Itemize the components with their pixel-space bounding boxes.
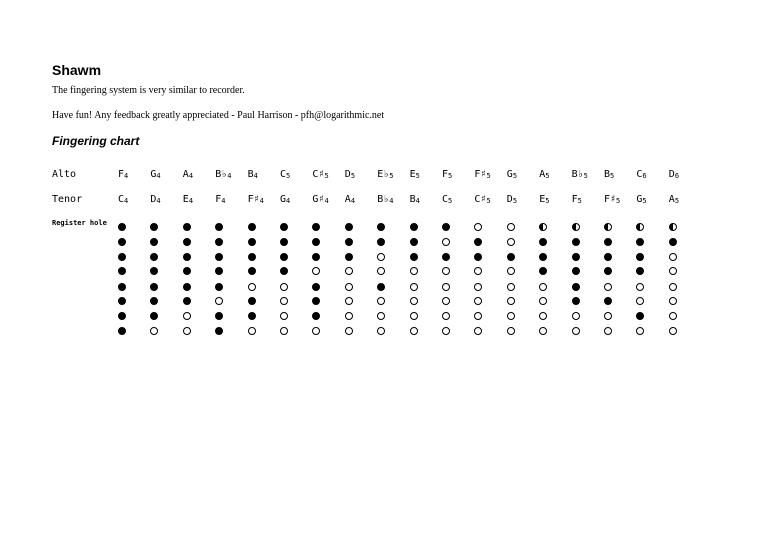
closed-hole-icon: [636, 312, 644, 320]
closed-hole-icon: [345, 253, 353, 261]
alto-note-name: E♭: [377, 169, 390, 180]
closed-hole-icon: [248, 267, 256, 275]
half-hole-icon: [636, 223, 644, 231]
alto-note-octave: 5: [448, 172, 453, 180]
open-hole-icon: [507, 267, 515, 275]
tenor-note-octave: 4: [156, 197, 161, 205]
open-hole-icon: [669, 312, 677, 320]
closed-hole-icon: [377, 223, 385, 231]
open-hole-icon: [474, 312, 482, 320]
open-hole-icon: [572, 312, 580, 320]
tenor-note-name: F♯: [247, 194, 260, 205]
open-hole-icon: [410, 312, 418, 320]
closed-hole-icon: [572, 283, 580, 291]
open-hole-icon: [377, 312, 385, 320]
chart-heading: Fingering chart: [52, 134, 140, 148]
closed-hole-icon: [312, 312, 320, 320]
open-hole-icon: [312, 327, 320, 335]
closed-hole-icon: [150, 223, 158, 231]
alto-note-octave: 4: [156, 172, 161, 180]
closed-hole-icon: [280, 223, 288, 231]
tenor-note: [248, 194, 264, 205]
tenor-note: [118, 194, 128, 205]
closed-hole-icon: [183, 238, 191, 246]
closed-hole-icon: [572, 297, 580, 305]
tenor-note-octave: 4: [124, 197, 129, 205]
open-hole-icon: [507, 297, 515, 305]
closed-hole-icon: [636, 267, 644, 275]
closed-hole-icon: [215, 253, 223, 261]
tenor-note-name: D: [150, 194, 157, 205]
alto-note-octave: 5: [583, 172, 588, 180]
open-hole-icon: [280, 297, 288, 305]
open-hole-icon: [410, 327, 418, 335]
alto-note: [604, 169, 614, 180]
open-hole-icon: [539, 327, 547, 335]
closed-hole-icon: [215, 312, 223, 320]
closed-hole-icon: [377, 283, 385, 291]
tenor-note: [636, 194, 646, 205]
register-hole-label: Register hole: [52, 219, 107, 227]
open-hole-icon: [636, 283, 644, 291]
half-hole-icon: [539, 223, 547, 231]
closed-hole-icon: [636, 253, 644, 261]
closed-hole-icon: [345, 238, 353, 246]
tenor-note-name: E: [182, 194, 189, 205]
alto-note: [377, 169, 393, 180]
closed-hole-icon: [507, 253, 515, 261]
tenor-note-octave: 5: [616, 197, 621, 205]
closed-hole-icon: [215, 283, 223, 291]
open-hole-icon: [345, 267, 353, 275]
page-title: Shawm: [52, 62, 102, 78]
closed-hole-icon: [248, 297, 256, 305]
tenor-note: [215, 194, 225, 205]
closed-hole-icon: [183, 223, 191, 231]
open-hole-icon: [474, 327, 482, 335]
alto-note-name: B♭: [571, 169, 584, 180]
closed-hole-icon: [248, 238, 256, 246]
alto-note-name: F: [442, 169, 449, 180]
tenor-note-name: C♯: [474, 194, 487, 205]
alto-note-name: C: [280, 169, 287, 180]
open-hole-icon: [669, 283, 677, 291]
open-hole-icon: [215, 297, 223, 305]
closed-hole-icon: [183, 253, 191, 261]
alto-row-label: Alto: [52, 169, 77, 180]
closed-hole-icon: [118, 267, 126, 275]
closed-hole-icon: [118, 283, 126, 291]
tenor-note-name: G: [280, 194, 287, 205]
open-hole-icon: [669, 267, 677, 275]
closed-hole-icon: [669, 238, 677, 246]
tenor-note-octave: 4: [415, 197, 420, 205]
half-hole-icon: [604, 223, 612, 231]
closed-hole-icon: [183, 283, 191, 291]
tenor-note-name: G: [636, 194, 643, 205]
tenor-note-octave: 4: [259, 197, 264, 205]
alto-note: [118, 169, 128, 180]
open-hole-icon: [604, 327, 612, 335]
tenor-note: [280, 194, 290, 205]
open-hole-icon: [345, 297, 353, 305]
tenor-note-octave: 5: [545, 197, 550, 205]
alto-note: [572, 169, 588, 180]
tenor-note: [604, 194, 620, 205]
alto-note-octave: 5: [486, 172, 491, 180]
open-hole-icon: [280, 327, 288, 335]
alto-note-name: D: [668, 169, 675, 180]
open-hole-icon: [377, 297, 385, 305]
alto-note: [442, 169, 452, 180]
open-hole-icon: [442, 267, 450, 275]
open-hole-icon: [377, 253, 385, 261]
closed-hole-icon: [377, 238, 385, 246]
tenor-note-octave: 5: [642, 197, 647, 205]
closed-hole-icon: [118, 223, 126, 231]
open-hole-icon: [507, 238, 515, 246]
alto-note-name: E: [409, 169, 416, 180]
alto-note-octave: 4: [124, 172, 129, 180]
closed-hole-icon: [118, 253, 126, 261]
open-hole-icon: [474, 297, 482, 305]
alto-note: [669, 169, 679, 180]
tenor-note-octave: 4: [350, 197, 356, 205]
tenor-note-name: G♯: [312, 194, 325, 205]
open-hole-icon: [669, 327, 677, 335]
tenor-note: [539, 194, 549, 205]
alto-note: [215, 169, 231, 180]
tenor-note-name: B♭: [377, 194, 390, 205]
open-hole-icon: [539, 283, 547, 291]
tenor-note-name: E: [539, 194, 546, 205]
open-hole-icon: [669, 253, 677, 261]
closed-hole-icon: [312, 283, 320, 291]
closed-hole-icon: [604, 297, 612, 305]
open-hole-icon: [280, 312, 288, 320]
closed-hole-icon: [118, 238, 126, 246]
alto-note-octave: 5: [512, 172, 518, 180]
open-hole-icon: [248, 283, 256, 291]
closed-hole-icon: [572, 238, 580, 246]
closed-hole-icon: [474, 253, 482, 261]
open-hole-icon: [636, 327, 644, 335]
alto-note-name: A: [182, 169, 189, 180]
open-hole-icon: [507, 312, 515, 320]
open-hole-icon: [604, 283, 612, 291]
tenor-note-name: C: [442, 194, 449, 205]
closed-hole-icon: [539, 238, 547, 246]
closed-hole-icon: [150, 253, 158, 261]
open-hole-icon: [507, 223, 515, 231]
open-hole-icon: [248, 327, 256, 335]
alto-note-octave: 4: [227, 172, 232, 180]
tenor-note: [669, 194, 679, 205]
closed-hole-icon: [312, 297, 320, 305]
tenor-note-octave: 5: [674, 197, 680, 205]
open-hole-icon: [183, 312, 191, 320]
alto-note: [248, 169, 258, 180]
alto-note-name: C♯: [312, 169, 325, 180]
alto-note-octave: 5: [415, 172, 420, 180]
alto-note-name: B♭: [215, 169, 228, 180]
alto-note-name: B: [604, 169, 611, 180]
closed-hole-icon: [118, 297, 126, 305]
tenor-note-name: F♯: [604, 194, 617, 205]
tenor-note: [183, 194, 193, 205]
alto-note: [183, 169, 193, 180]
closed-hole-icon: [248, 312, 256, 320]
half-hole-icon: [669, 223, 677, 231]
open-hole-icon: [410, 267, 418, 275]
tenor-note: [345, 194, 355, 205]
tenor-note: [507, 194, 517, 205]
closed-hole-icon: [248, 223, 256, 231]
alto-note-name: D: [344, 169, 351, 180]
closed-hole-icon: [215, 223, 223, 231]
alto-note-name: G: [506, 169, 513, 180]
closed-hole-icon: [442, 253, 450, 261]
alto-note-octave: 5: [545, 172, 550, 180]
tenor-note-octave: 5: [577, 197, 582, 205]
open-hole-icon: [474, 223, 482, 231]
tenor-note-name: D: [506, 194, 513, 205]
alto-note-name: G: [150, 169, 157, 180]
closed-hole-icon: [572, 267, 580, 275]
alto-note-name: F: [118, 169, 125, 180]
tenor-note: [474, 194, 490, 205]
closed-hole-icon: [150, 283, 158, 291]
open-hole-icon: [377, 327, 385, 335]
closed-hole-icon: [215, 327, 223, 335]
alto-note-octave: 5: [389, 172, 394, 180]
closed-hole-icon: [280, 238, 288, 246]
tenor-note: [312, 194, 328, 205]
alto-note-name: B: [247, 169, 254, 180]
open-hole-icon: [572, 327, 580, 335]
open-hole-icon: [442, 312, 450, 320]
tenor-note-name: C: [118, 194, 125, 205]
open-hole-icon: [345, 283, 353, 291]
alto-note-octave: 5: [324, 172, 329, 180]
alto-note: [280, 169, 290, 180]
open-hole-icon: [669, 297, 677, 305]
open-hole-icon: [442, 327, 450, 335]
tenor-row-label: Tenor: [52, 194, 83, 205]
alto-note-octave: 6: [642, 172, 647, 180]
alto-note: [636, 169, 646, 180]
alto-note: [474, 169, 490, 180]
closed-hole-icon: [150, 267, 158, 275]
alto-note: [410, 169, 420, 180]
alto-note-name: C: [636, 169, 643, 180]
closed-hole-icon: [150, 238, 158, 246]
closed-hole-icon: [604, 238, 612, 246]
closed-hole-icon: [248, 253, 256, 261]
tenor-note-name: A: [668, 194, 675, 205]
closed-hole-icon: [410, 238, 418, 246]
open-hole-icon: [312, 267, 320, 275]
alto-note-octave: 5: [350, 172, 356, 180]
closed-hole-icon: [118, 312, 126, 320]
alto-note: [312, 169, 328, 180]
alto-note-octave: 5: [286, 172, 291, 180]
open-hole-icon: [474, 267, 482, 275]
open-hole-icon: [442, 283, 450, 291]
tenor-note-octave: 4: [221, 197, 226, 205]
alto-note-octave: 4: [253, 172, 258, 180]
open-hole-icon: [507, 327, 515, 335]
alto-note-octave: 6: [674, 172, 680, 180]
open-hole-icon: [442, 238, 450, 246]
alto-note-octave: 4: [188, 172, 194, 180]
tenor-note-octave: 4: [324, 197, 329, 205]
tenor-note-name: A: [344, 194, 351, 205]
closed-hole-icon: [280, 253, 288, 261]
closed-hole-icon: [150, 312, 158, 320]
closed-hole-icon: [474, 238, 482, 246]
alto-note-octave: 5: [610, 172, 615, 180]
closed-hole-icon: [215, 238, 223, 246]
closed-hole-icon: [345, 223, 353, 231]
alto-note: [150, 169, 160, 180]
description-text: The fingering system is very similar to recorder.: [52, 85, 245, 96]
feedback-text: Have fun! Any feedback greatly appreciated - Paul Harrison - pfh@logarithmic.net: [52, 110, 385, 121]
open-hole-icon: [410, 297, 418, 305]
closed-hole-icon: [215, 267, 223, 275]
alto-note: [507, 169, 517, 180]
closed-hole-icon: [442, 223, 450, 231]
open-hole-icon: [183, 327, 191, 335]
tenor-note: [377, 194, 393, 205]
tenor-note: [442, 194, 452, 205]
half-hole-icon: [572, 223, 580, 231]
tenor-note-name: F: [215, 194, 222, 205]
closed-hole-icon: [539, 267, 547, 275]
tenor-note-octave: 4: [188, 197, 194, 205]
open-hole-icon: [539, 312, 547, 320]
closed-hole-icon: [410, 223, 418, 231]
open-hole-icon: [604, 312, 612, 320]
closed-hole-icon: [150, 297, 158, 305]
alto-note-name: A: [539, 169, 546, 180]
closed-hole-icon: [410, 253, 418, 261]
tenor-note-name: B: [409, 194, 416, 205]
open-hole-icon: [442, 297, 450, 305]
tenor-note-octave: 5: [448, 197, 453, 205]
open-hole-icon: [345, 312, 353, 320]
closed-hole-icon: [312, 253, 320, 261]
closed-hole-icon: [183, 267, 191, 275]
closed-hole-icon: [636, 238, 644, 246]
alto-note: [345, 169, 355, 180]
closed-hole-icon: [280, 267, 288, 275]
tenor-note-octave: 4: [286, 197, 291, 205]
open-hole-icon: [507, 283, 515, 291]
tenor-note: [572, 194, 582, 205]
open-hole-icon: [377, 267, 385, 275]
closed-hole-icon: [572, 253, 580, 261]
open-hole-icon: [410, 283, 418, 291]
tenor-note-name: F: [571, 194, 578, 205]
closed-hole-icon: [604, 253, 612, 261]
closed-hole-icon: [539, 253, 547, 261]
open-hole-icon: [539, 297, 547, 305]
closed-hole-icon: [118, 327, 126, 335]
tenor-note: [410, 194, 420, 205]
closed-hole-icon: [312, 238, 320, 246]
open-hole-icon: [474, 283, 482, 291]
tenor-note-octave: 5: [512, 197, 518, 205]
open-hole-icon: [150, 327, 158, 335]
alto-note: [539, 169, 549, 180]
open-hole-icon: [345, 327, 353, 335]
tenor-note: [150, 194, 160, 205]
open-hole-icon: [636, 297, 644, 305]
tenor-note-octave: 5: [486, 197, 491, 205]
alto-note-name: F♯: [474, 169, 487, 180]
closed-hole-icon: [183, 297, 191, 305]
open-hole-icon: [280, 283, 288, 291]
closed-hole-icon: [312, 223, 320, 231]
closed-hole-icon: [604, 267, 612, 275]
tenor-note-octave: 4: [389, 197, 394, 205]
